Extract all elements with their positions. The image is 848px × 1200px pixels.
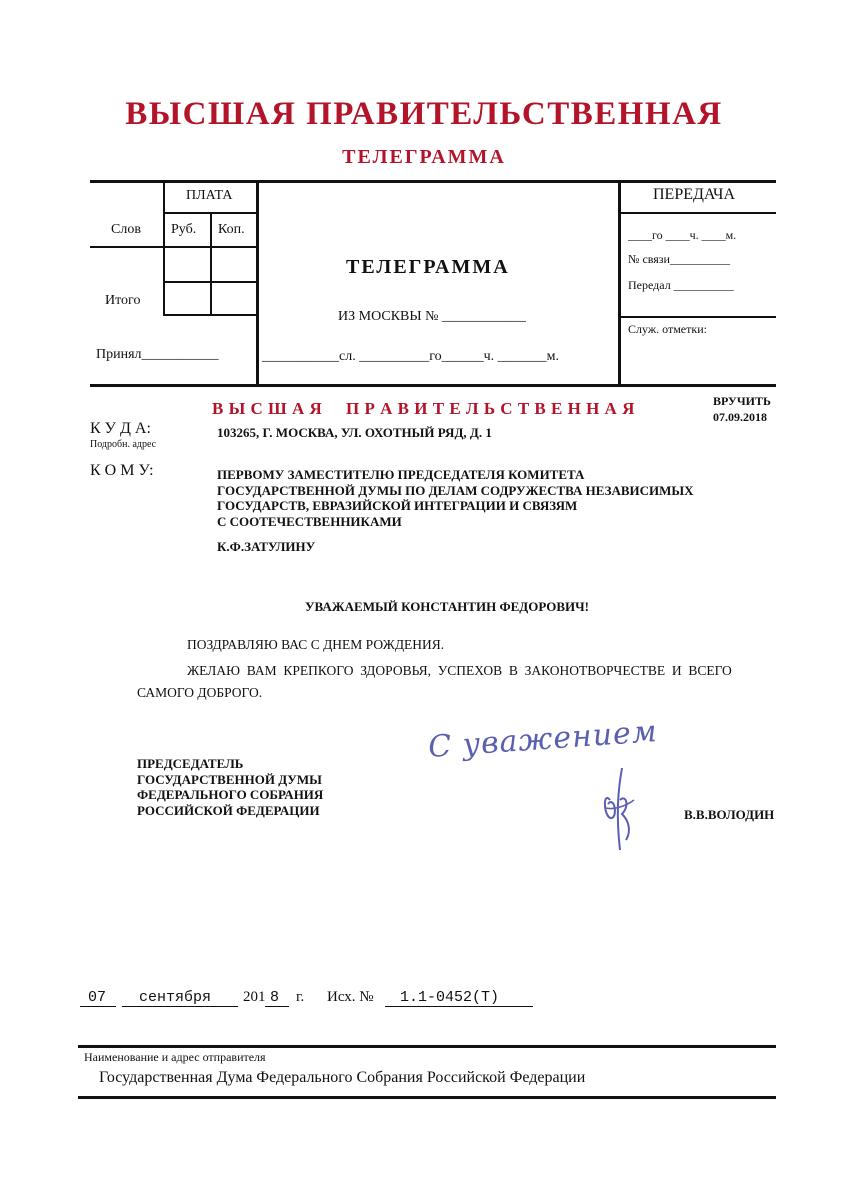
kop-label: Коп.: [218, 222, 245, 237]
message-line-1: ПОЗДРАВЛЯЮ ВАС С ДНЕМ РОЖДЕНИЯ.: [187, 637, 445, 652]
footer-year-g: г.: [296, 989, 305, 1005]
sender-value: Государственная Дума Федерального Собрания Российской Федерации: [99, 1069, 586, 1086]
greeting: УВАЖАЕМЫЙ КОНСТАНТИН ФЕДОРОВИЧ!: [305, 599, 589, 614]
footer-year-suffix: 8: [270, 989, 280, 1006]
document-title: ВЫСШАЯ ПРАВИТЕЛЬСТВЕННАЯ: [125, 96, 723, 132]
komu-label: К О М У:: [90, 462, 154, 479]
komu-line: ПЕРВОМУ ЗАМЕСТИТЕЛЮ ПРЕДСЕДАТЕЛЯ КОМИТЕТА: [217, 467, 585, 482]
sluzh-otmetki: Служ. отметки:: [628, 322, 707, 336]
signatory-position: [137, 756, 323, 818]
komu-name: К.Ф.ЗАТУЛИНУ: [217, 539, 316, 554]
rub-label: Руб.: [171, 222, 197, 237]
itogo-label: Итого: [105, 293, 141, 308]
komu-block: [217, 467, 694, 529]
message-line-2: ЖЕЛАЮ ВАМ КРЕПКОГО ЗДОРОВЬЯ, УСПЕХОВ В ЗАКОНОТВОРЧЕСТВЕ И ВСЕГО: [187, 663, 732, 678]
signatory-name: В.В.ВОЛОДИН: [684, 807, 775, 822]
position-line: ФЕДЕРАЛЬНОГО СОБРАНИЯ: [137, 787, 324, 802]
sender-label: Наименование и адрес отправителя: [84, 1050, 266, 1064]
no-svyazi: № связи__________: [628, 252, 730, 266]
slov-label: Слов: [111, 222, 141, 237]
center-bottom-line: ___________сл. __________го______ч. _______м.: [262, 349, 559, 364]
plata-label: ПЛАТА: [186, 188, 233, 203]
komu-line: С СООТЕЧЕСТВЕННИКАМИ: [217, 513, 402, 529]
position-line: ПРЕДСЕДАТЕЛЬ: [137, 756, 244, 771]
red-band-title: В Ы С Ш А Я П Р А В И Т Е Л Ь С Т В Е Н Н А Я: [212, 399, 635, 418]
prinyal-label: Принял___________: [96, 347, 219, 362]
message-line-3: САМОГО ДОБРОГО.: [137, 685, 263, 700]
peredacha-label: ПЕРЕДАЧА: [653, 186, 735, 203]
kuda-value: 103265, Г. МОСКВА, УЛ. ОХОТНЫЙ РЯД, Д. 1: [217, 425, 492, 440]
vruchit-date: 07.09.2018: [713, 410, 767, 424]
kuda-sublabel: Подробн. адрес: [90, 439, 157, 450]
peredal: Передал __________: [628, 278, 734, 292]
iz-moskvy: ИЗ МОСКВЫ № ____________: [338, 309, 526, 324]
position-line: ГОСУДАРСТВЕННОЙ ДУМЫ: [137, 771, 322, 787]
signature-scribble-icon: [596, 760, 642, 856]
kuda-label: К У Д А:: [90, 420, 151, 437]
komu-line: ГОСУДАРСТВ, ЕВРАЗИЙСКОЙ ИНТЕГРАЦИИ И СВЯЗЯМ: [217, 498, 578, 513]
vruchit-label: ВРУЧИТЬ: [713, 394, 771, 408]
komu-line: ГОСУДАРСТВЕННОЙ ДУМЫ ПО ДЕЛАМ СОДРУЖЕСТВА НЕЗАВИСИМЫХ: [217, 482, 694, 498]
position-line: РОССИЙСКОЙ ФЕДЕРАЦИИ: [137, 802, 320, 818]
footer-year-prefix: 201: [243, 989, 266, 1005]
go-line: ____го ____ч. ____м.: [628, 228, 737, 242]
outgoing-label: Исх. №: [327, 989, 374, 1005]
center-title: ТЕЛЕГРАММА: [346, 256, 510, 278]
footer-day: 07: [88, 989, 107, 1006]
footer-month: сентября: [139, 989, 212, 1006]
document-subtitle: ТЕЛЕГРАММА: [342, 146, 506, 168]
outgoing-number: 1.1-0452(Т): [400, 989, 500, 1006]
handwritten-note: С уважением: [427, 714, 659, 765]
